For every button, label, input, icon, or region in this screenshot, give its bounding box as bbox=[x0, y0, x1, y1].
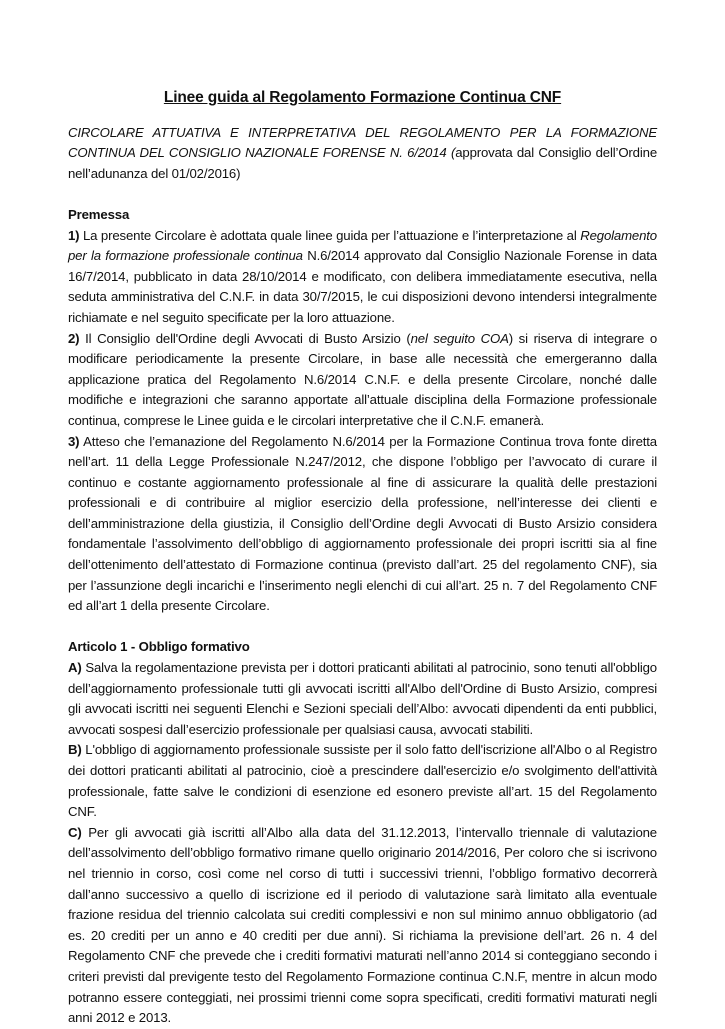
paragraph-text: Il Consiglio dell'Ordine degli Avvocati di Busto Arsizio ( bbox=[79, 330, 411, 346]
premessa-paragraph-2 bbox=[68, 329, 657, 432]
intro-paragraph bbox=[68, 123, 657, 185]
document-page bbox=[68, 88, 657, 1029]
document-title: Linee guida al Regolamento Formazione Continua CNF bbox=[163, 89, 562, 106]
paragraph-number: A) bbox=[68, 660, 82, 676]
intro-rest: approvata dal Consiglio dell’Ordine nell’adunanza del 01/02/2016) bbox=[68, 145, 657, 181]
paragraph-text: N.6/2014 approvato dal Consiglio Nazionale Forense in data 16/7/2014, pubblicato in data 28/10/2014 e modificato, con delibera immediatamente esecutiva, nella seduta amministrativa del C.N.F. in data 30/7/2015, le cui disposizioni devono intendersi integralmente richiamate e nel seguito specificate per la loro attuazione. bbox=[68, 248, 657, 325]
articolo-1-paragraph-c bbox=[68, 823, 657, 1029]
premessa-paragraph-1 bbox=[68, 226, 657, 329]
intro-italic: CIRCOLARE ATTUATIVA E INTERPRETATIVA DEL REGOLAMENTO PER LA FORMAZIONE CONTINUA DEL CONSIGLIO NAZIONALE FORENSE N. 6/2014 ( bbox=[68, 124, 657, 161]
premessa-heading bbox=[68, 205, 657, 226]
paragraph-text: ) si riserva di integrare o modificare periodicamente la presente Circolare, in base alle necessità che emergeranno dalla applicazione pratica del Regolamento N.6/2014 C.N.F. e della presente Circolare, nonché dalle modifiche e integrazioni che saranno apportate all’attuale disciplina della Formazione professionale continua, comprese le Linee guida e le circolari interpretative che il C.N.F. emanerà. bbox=[68, 330, 658, 428]
articolo-1-paragraph-b bbox=[68, 740, 657, 822]
paragraph-number: 3) bbox=[68, 433, 80, 449]
paragraph-number: C) bbox=[68, 824, 82, 840]
paragraph-number: 2) bbox=[68, 330, 80, 346]
articolo-1-paragraph-a bbox=[68, 658, 657, 740]
premessa-heading-text: Premessa bbox=[68, 206, 130, 222]
articolo-1-heading-text: Articolo 1 - Obbligo formativo bbox=[68, 639, 250, 655]
paragraph-italic: Regolamento per la formazione professionale continua bbox=[68, 227, 657, 264]
paragraph-italic: nel seguito COA bbox=[410, 330, 509, 346]
paragraph-text: Salva la regolamentazione prevista per i dottori praticanti abilitati al patrocinio, sono tenuti all'obbligo dell’aggiornamento professionale tutti gli avvocati iscritti all'Albo dell'Ordine di Busto Arsizio, compresi gli avvocati iscritti nei seguenti Elenchi e Sezioni speciali dell’Albo: avvocati dipendenti da enti pubblici, avvocati sospesi dall’esercizio professionale per qualsiasi causa, avvocati stabiliti. bbox=[68, 660, 657, 737]
paragraph-text: La presente Circolare è adottata quale linee guida per l’attuazione e l’interpretazione al bbox=[79, 227, 581, 243]
paragraph-text: Per gli avvocati già iscritti all’Albo alla data del 31.12.2013, l’intervallo triennale di valutazione dell’assolvimento dell’obbligo formativo rimane quello originario 2014/2016, Per coloro che si iscrivono nel triennio in corso, così come nel corso di tutti i successivi trienni, l’obbligo formativo decorrerà dall’anno successivo a quello di iscrizione ed il periodo di valutazione sarà limitato alla eventuale frazione residua del triennio calcolata sui crediti complessivi e non sul minimo annuo obbligatorio (ad es. 20 crediti per un anno e 40 crediti per due anni). Si richiama la previsione dell’art. 26 n. 4 del Regolamento CNF che prevede che i crediti formativi maturati nell’anno 2014 si conteggiano secondo i criteri previsti dal previgente testo del Regolamento Formazione continua C.N.F, mentre in alcun modo potranno essere conteggiati, nei prossimi trienni come sopra specificati, crediti formativi maturati negli anni 2012 e 2013. bbox=[68, 824, 657, 1026]
articolo-1-heading bbox=[68, 637, 657, 658]
paragraph-number: B) bbox=[68, 742, 82, 758]
paragraph-text: L'obbligo di aggiornamento professionale sussiste per il solo fatto dell'iscrizione all'Albo o al Registro dei dottori praticanti abilitati al patrocinio, cioè a prescindere dall'esercizio e/o svolgimento dell'attività professionale, fatte salve le condizioni di esenzione ed esonero previste all’art. 15 del Regolamento CNF. bbox=[68, 742, 657, 820]
paragraph-number: 1) bbox=[68, 227, 80, 243]
paragraph-text: Atteso che l’emanazione del Regolamento N.6/2014 per la Formazione Continua trova fonte diretta nell’art. 11 della Legge Professionale N.247/2012, che dispone l’obbligo per l’avvocato di curare il continuo e costante aggiornamento professionale al fine di assicurare la qualità delle prestazioni professionali e di contribuire al miglior esercizio della professione, nell’interesse dei clienti e dell’amministrazione della giustizia, il Consiglio dell’Ordine degli Avvocati di Busto Arsizio considera fondamentale l’assolvimento dell’obbligo di aggiornamento professionale dei propri iscritti sia al fine dell’ottenimento dell’attestato di Formazione continua (previsto dall’art. 25 del regolamento CNF), sia per l’assunzione degli incarichi e l’inserimento negli elenchi di cui all’art. 25 n. 7 del Regolamento CNF ed all’art 1 della presente Circolare. bbox=[68, 433, 657, 614]
premessa-paragraph-3 bbox=[68, 432, 657, 617]
